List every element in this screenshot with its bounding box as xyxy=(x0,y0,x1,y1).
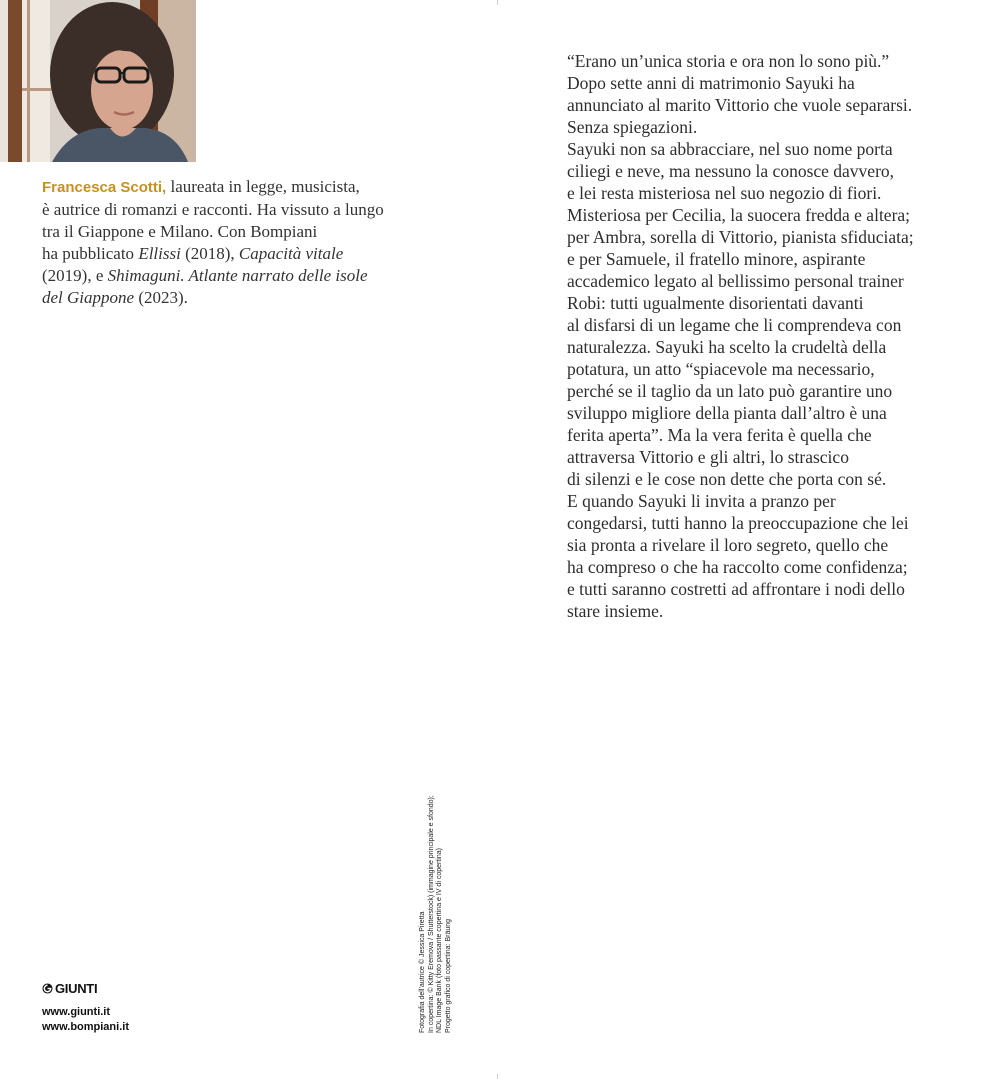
bio-line xyxy=(42,265,442,287)
blurb-line: ciliegi e neve, ma nessuno la conosce davvero, xyxy=(567,161,895,181)
author-bio xyxy=(42,176,442,309)
bio-line: è autrice di romanzi e racconti. Ha vissuto a lungo xyxy=(42,200,384,219)
book-title: Ellissi xyxy=(138,244,181,263)
blurb-line: al disfarsi di un legame che li comprendeva con xyxy=(567,315,902,335)
bompiani-website-link[interactable]: www.bompiani.it xyxy=(42,1021,129,1033)
blurb-line: ha compreso o che ha raccolto come confidenza; xyxy=(567,557,908,577)
blurb-line: potatura, un atto “spiacevole ma necessario, xyxy=(567,359,875,379)
logo-text: GIUNTI xyxy=(55,981,98,996)
blurb-line: Senza spiegazioni. xyxy=(567,117,698,137)
blurb-line: ferita aperta”. Ma la vera ferita è quella che xyxy=(567,425,872,445)
blurb-line: Sayuki non sa abbracciare, nel suo nome porta xyxy=(567,139,893,159)
credit-line: NDL Image Bank (foto passante copertina e IV di copertina) xyxy=(436,848,443,1033)
giunti-logo-icon xyxy=(42,983,53,994)
book-title: Shimaguni. Atlante narrato delle isole xyxy=(107,266,368,285)
blurb-line: Dopo sette anni di matrimonio Sayuki ha xyxy=(567,73,855,93)
author-portrait-image xyxy=(0,0,196,162)
book-title: Capacità vitale xyxy=(238,244,344,263)
photo-credits xyxy=(419,795,453,1033)
bio-text: (2023). xyxy=(134,288,188,307)
credit-line: In copertina: © Kitty Eremova / Shutterstock) (immagine principale e sfondo); xyxy=(427,795,435,1033)
bio-line: tra il Giappone e Milano. Con Bompiani xyxy=(42,222,318,241)
blurb-line: accademico legato al bellissimo personal trainer xyxy=(567,271,904,291)
blurb-line: attraversa Vittorio e gli altri, lo strascico xyxy=(567,447,849,467)
blurb-line: e per Samuele, il fratello minore, aspirante xyxy=(567,249,866,269)
blurb-line: sviluppo migliore della pianta dall’altro è una xyxy=(567,403,887,423)
blurb-line: per Ambra, sorella di Vittorio, pianista sfiduciata; xyxy=(567,227,914,247)
blurb-line: annunciato al marito Vittorio che vuole separarsi. xyxy=(567,95,913,115)
author-photo xyxy=(0,0,196,162)
blurb-line: e lei resta misteriosa nel suo negozio di fiori. xyxy=(567,183,882,203)
blurb-line: congedarsi, tutti hanno la preoccupazione che lei xyxy=(567,513,909,533)
bio-text: laureata in legge, musicista, xyxy=(166,177,360,196)
bio-text: (2018), xyxy=(180,244,239,263)
bio-line xyxy=(42,287,442,309)
blurb-line: e tutti saranno costretti ad affrontare i nodi dello xyxy=(567,579,905,599)
bio-text: ha pubblicato xyxy=(42,244,139,263)
bio-line xyxy=(42,176,442,199)
book-blurb xyxy=(567,50,987,622)
blurb-line: naturalezza. Sayuki ha scelto la crudeltà della xyxy=(567,337,887,357)
blurb-line: Robi: tutti ugualmente disorientati davanti xyxy=(567,293,864,313)
center-fold-mark-bottom xyxy=(497,1074,498,1079)
bio-text: (2019), e xyxy=(42,266,108,285)
blurb-line: Misteriosa per Cecilia, la suocera fredda e altera; xyxy=(567,205,911,225)
center-fold-mark-top xyxy=(497,0,498,5)
blurb-line: sia pronta a rivelare il loro segreto, quello che xyxy=(567,535,889,555)
publisher-block xyxy=(42,981,129,1035)
giunti-logo xyxy=(42,981,129,996)
book-title: del Giappone xyxy=(42,288,135,307)
bio-line xyxy=(42,243,442,265)
blurb-line: “Erano un’unica storia e ora non lo sono più.” xyxy=(567,51,890,71)
credit-line: Progetto grafico di copertina: Bräung xyxy=(444,918,452,1033)
giunti-website-link[interactable]: www.giunti.it xyxy=(42,1006,111,1018)
blurb-line: E quando Sayuki li invita a pranzo per xyxy=(567,491,836,511)
credit-line: Fotografia dell’autrice © Jessica Piretta xyxy=(419,911,426,1033)
blurb-line: perché se il taglio da un lato può garantire uno xyxy=(567,381,893,401)
blurb-line: stare insieme. xyxy=(567,601,664,621)
blurb-line: di silenzi e le cose non dette che porta con sé. xyxy=(567,469,887,489)
author-name: Francesca Scotti, xyxy=(42,179,167,196)
